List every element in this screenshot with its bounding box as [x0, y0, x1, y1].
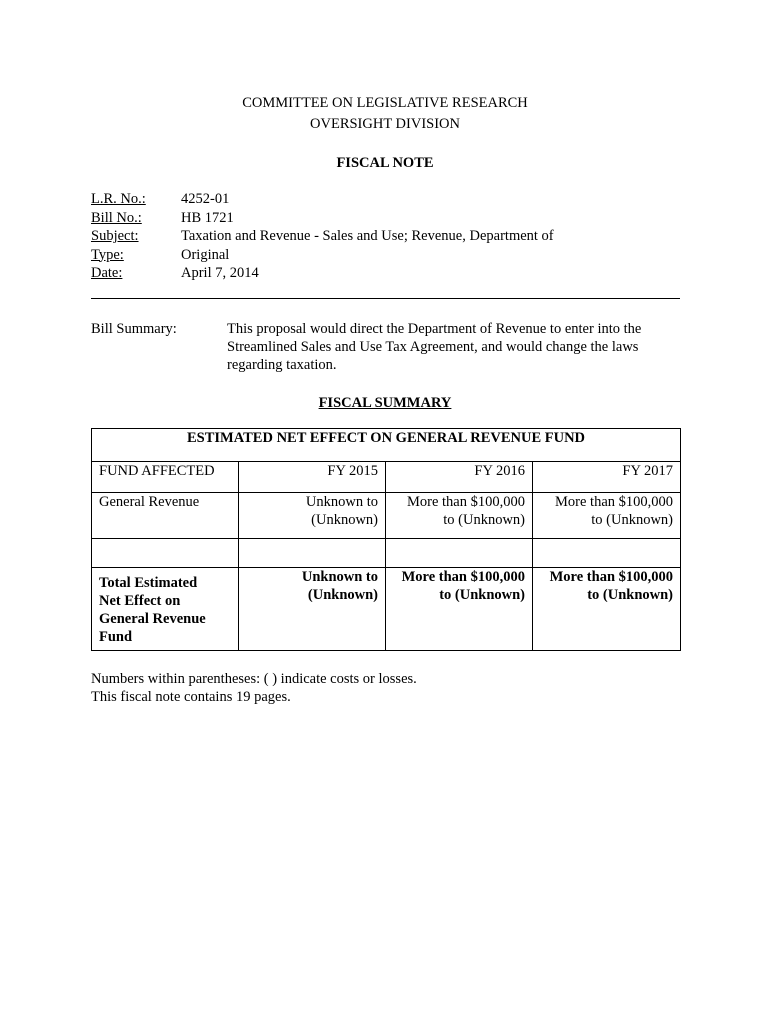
- committee-heading: COMMITTEE ON LEGISLATIVE RESEARCH: [242, 95, 528, 111]
- summary-line: This proposal would direct the Department of Revenue to enter into the: [227, 321, 642, 337]
- horizontal-divider: [91, 298, 680, 299]
- footnote-parentheses: Numbers within parentheses: ( ) indicate costs or losses.: [91, 671, 417, 687]
- summary-line: regarding taxation.: [227, 357, 337, 373]
- cell-line: to (Unknown): [443, 512, 525, 528]
- cell-fy2016: [386, 493, 533, 539]
- meta-row-bill-no: [91, 209, 554, 228]
- meta-value: Original: [181, 246, 230, 263]
- total-fy2017: [533, 568, 681, 651]
- meta-label: Date:: [91, 265, 123, 281]
- summary-line: Streamlined Sales and Use Tax Agreement, and would change the laws: [227, 339, 639, 355]
- total-label-line: Total Estimated: [99, 575, 198, 591]
- cell-line: Unknown to: [305, 494, 378, 510]
- meta-value: 4252-01: [181, 191, 230, 207]
- table-row-blank: [92, 539, 681, 568]
- table-header-row: [92, 462, 681, 493]
- cell-line: (Unknown): [307, 587, 378, 603]
- cell-fy2015: [239, 493, 386, 539]
- bill-summary: [91, 320, 681, 374]
- meta-value: April 7, 2014: [181, 265, 259, 281]
- footnotes: [91, 670, 417, 706]
- table-row-general-revenue: [92, 493, 681, 539]
- empty-cell: [92, 539, 239, 568]
- cell-line: More than $100,000: [407, 494, 525, 510]
- cell-line: Unknown to: [301, 569, 378, 585]
- total-fy2015: [239, 568, 386, 651]
- cell-line: More than $100,000: [555, 494, 674, 510]
- total-fy2016: [386, 568, 533, 651]
- meta-label: Subject:: [91, 228, 139, 244]
- total-label-line: General Revenue: [99, 611, 206, 627]
- header-fy2016: FY 2016: [386, 462, 533, 493]
- bill-metadata: [91, 190, 554, 283]
- cell-line: to (Unknown): [591, 512, 674, 528]
- empty-cell: [386, 539, 533, 568]
- meta-value: HB 1721: [181, 209, 234, 226]
- cell-line: (Unknown): [311, 512, 378, 528]
- header-fy2017: FY 2017: [533, 462, 681, 493]
- table-title-row: [92, 429, 681, 462]
- table-row-total: [92, 568, 681, 651]
- meta-label: Bill No.:: [91, 209, 142, 226]
- meta-row-subject: [91, 227, 554, 246]
- total-label: [92, 568, 239, 651]
- fiscal-summary-table: [91, 428, 681, 651]
- cell-fy2017: [533, 493, 681, 539]
- meta-row-type: [91, 246, 554, 265]
- meta-label: Type:: [91, 246, 124, 263]
- footnote-page-count: This fiscal note contains 19 pages.: [91, 689, 291, 705]
- bill-summary-text: [227, 320, 677, 374]
- meta-value: Taxation and Revenue - Sales and Use; Revenue, Department of: [181, 228, 554, 244]
- meta-label: L.R. No.:: [91, 191, 146, 207]
- cell-line: More than $100,000: [549, 569, 674, 585]
- header-fy2015: FY 2015: [239, 462, 386, 493]
- bill-summary-label: Bill Summary:: [91, 321, 177, 337]
- fiscal-summary-title: FISCAL SUMMARY: [318, 395, 452, 411]
- empty-cell: [239, 539, 386, 568]
- total-label-line: Fund: [99, 629, 133, 645]
- empty-cell: [533, 539, 681, 568]
- meta-row-lr-no: [91, 190, 554, 209]
- meta-row-date: [91, 264, 554, 283]
- cell-line: More than $100,000: [401, 569, 525, 585]
- cell-line: to (Unknown): [439, 587, 525, 603]
- table-title: ESTIMATED NET EFFECT ON GENERAL REVENUE FUND: [92, 429, 681, 462]
- division-heading: OVERSIGHT DIVISION: [310, 116, 460, 132]
- total-label-line: Net Effect on: [99, 593, 181, 609]
- row-label: General Revenue: [92, 493, 239, 539]
- cell-line: to (Unknown): [587, 587, 674, 603]
- fiscal-note-title: FISCAL NOTE: [336, 155, 434, 171]
- header-fund-affected: FUND AFFECTED: [92, 462, 239, 493]
